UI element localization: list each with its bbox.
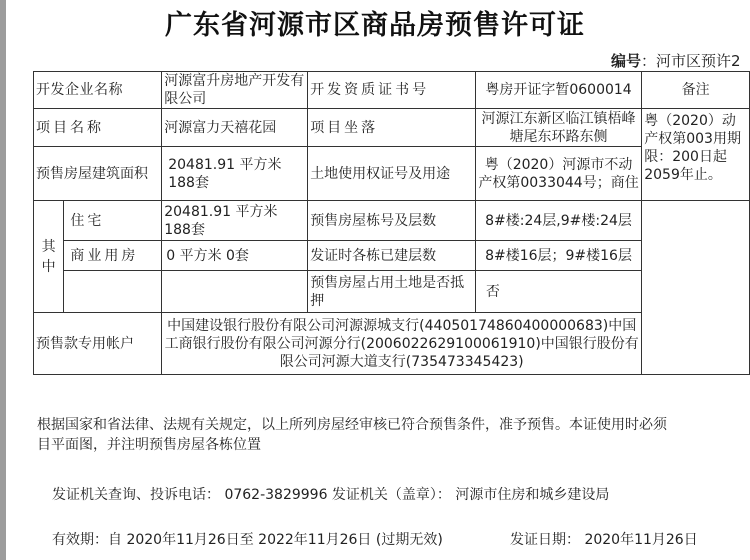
- account-value: 中国建设银行股份有限公司河源源城支行(44050174860400000683)中国工商银行股份有限公司河源分行(2006022629100061910)中国银行股份有限公司河源大道支行(735473345423): [162, 313, 642, 375]
- mortgage-value: 否: [475, 271, 641, 313]
- table-row: [34, 72, 750, 109]
- developer-value: 河源富升房地产开发有限公司: [162, 72, 308, 109]
- page-title: 广东省河源市区商品房预售许可证: [165, 10, 585, 41]
- commercial-label: 商业用房: [64, 241, 162, 271]
- account-label: 预售款专用帐户: [34, 313, 162, 375]
- location-label: 项目坐落: [308, 109, 476, 147]
- empty-cell: [162, 271, 308, 313]
- mortgage-label: 预售房屋占用土地是否抵押: [308, 271, 476, 313]
- project-label: 项目名称: [34, 109, 162, 147]
- document-number: [611, 50, 741, 71]
- document-number-value: 河市区预许2: [656, 52, 741, 70]
- contact-line: 发证机关查询、投诉电话： 0762-3829996 发证机关（盖章）： 河源市住房和城乡建设局: [52, 487, 610, 503]
- left-edge-bar: [0, 0, 6, 560]
- remarks-label: 备注: [642, 72, 750, 109]
- table-row: [34, 201, 750, 241]
- developer-label: 开发企业名称: [34, 72, 162, 109]
- qualification-label: 开发资质证书号: [308, 72, 476, 109]
- land-label: 土地使用权证号及用途: [308, 147, 476, 201]
- document-number-colon: ：: [641, 52, 657, 70]
- location-value: 河源江东新区临江镇梧峰塘尾东环路东侧: [475, 109, 641, 147]
- legal-note: [37, 415, 750, 455]
- area-label: 预售房屋建筑面积: [34, 147, 162, 201]
- qualification-value: 粤房开证字暂0600014: [475, 72, 641, 109]
- validity-period: 有效期：自 2020年11月26日至 2022年11月26日 (过期无效): [52, 532, 443, 548]
- remarks-value: 粤（2020）动产权第003用期限：200日起2059年止。: [642, 109, 750, 201]
- table-row: [34, 109, 750, 147]
- buildings-value: 8#楼:24层,9#楼:24层: [475, 201, 641, 241]
- residential-label: 住宅: [64, 201, 162, 241]
- remarks-blank-cell: [642, 201, 750, 375]
- document-number-label: 编号: [611, 52, 642, 70]
- legal-note-line-2: 目平面图，并注明预售房屋各栋位置: [37, 437, 261, 453]
- built-label: 发证时各栋已建层数: [308, 241, 476, 271]
- permit-table: [33, 71, 750, 375]
- area-value: 20481.91 平方米 188套: [162, 147, 308, 201]
- empty-cell: [64, 271, 162, 313]
- land-value: 粤（2020）河源市不动产权第0033044号；商住: [475, 147, 641, 201]
- issue-date: 发证日期： 2020年11月26日: [510, 532, 698, 548]
- of-which-label: 其中: [34, 201, 64, 313]
- buildings-label: 预售房屋栋号及层数: [308, 201, 476, 241]
- residential-value: 20481.91 平方米 188套: [162, 201, 308, 241]
- project-value: 河源富力天禧花园: [162, 109, 308, 147]
- built-value: 8#楼16层；9#楼16层: [475, 241, 641, 271]
- legal-note-line-1: 根据国家和省法律、法规有关规定，以上所列房屋经审核已符合预售条件，准予预售。本证使用时必须: [37, 417, 667, 433]
- commercial-value: 0 平方米 0套: [162, 241, 308, 271]
